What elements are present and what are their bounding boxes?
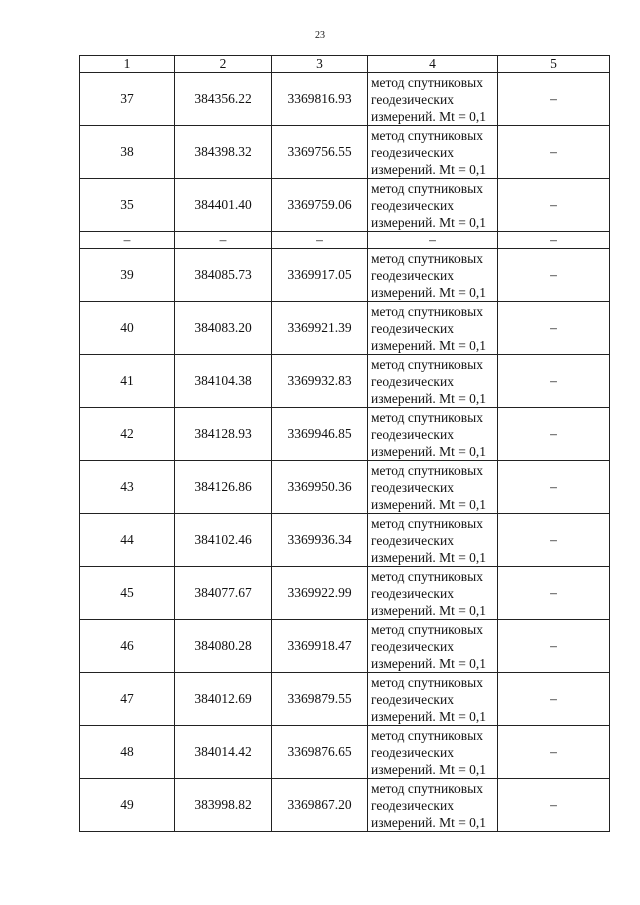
x-coordinate-cell: 384128.93 [175,408,272,461]
x-coordinate-cell: 384083.20 [175,302,272,355]
method-text-line: геодезических [371,691,454,707]
method-text-line: метод спутниковых [371,127,483,143]
x-coordinate-cell: 384077.67 [175,567,272,620]
method-cell [368,73,498,126]
y-coordinate-cell: 3369936.34 [272,514,368,567]
method-cell [368,126,498,179]
y-coordinate-cell: 3369876.65 [272,726,368,779]
method-text-line: геодезических [371,320,454,336]
column-5-cell: – [498,126,610,179]
point-number-cell: 48 [80,726,175,779]
table-row [80,126,610,179]
method-text-line: геодезических [371,373,454,389]
y-coordinate-cell: 3369932.83 [272,355,368,408]
method-cell [368,249,498,302]
y-coordinate-cell: 3369867.20 [272,779,368,832]
table-row [80,408,610,461]
column-5-cell: – [498,620,610,673]
y-coordinate-cell: 3369918.47 [272,620,368,673]
method-cell [368,620,498,673]
column-5-cell: – [498,514,610,567]
column-5-cell: – [498,302,610,355]
method-text-line: геодезических [371,267,454,283]
method-text-line: метод спутниковых [371,568,483,584]
column-5-cell: – [498,408,610,461]
method-text-line: метод спутниковых [371,727,483,743]
coordinates-table [79,55,610,832]
method-text-line: геодезических [371,744,454,760]
method-text-line: измерений. Mt = 0,1 [371,108,487,124]
x-coordinate-cell: 384401.40 [175,179,272,232]
method-text-line: измерений. Mt = 0,1 [371,443,487,459]
x-coordinate-cell: 384080.28 [175,620,272,673]
method-cell [368,408,498,461]
point-number-cell: 46 [80,620,175,673]
method-text-line: измерений. Mt = 0,1 [371,602,487,618]
method-cell [368,673,498,726]
point-number-cell: 37 [80,73,175,126]
method-cell [368,461,498,514]
point-number-cell: 40 [80,302,175,355]
method-text-line: измерений. Mt = 0,1 [371,214,487,230]
method-text-line: измерений. Mt = 0,1 [371,814,487,830]
x-coordinate-cell: 384398.32 [175,126,272,179]
separator-row [80,232,610,249]
point-number-cell: 41 [80,355,175,408]
method-text-line: геодезических [371,91,454,107]
point-number-cell: 42 [80,408,175,461]
x-coordinate-cell: 384014.42 [175,726,272,779]
point-number-cell: 45 [80,567,175,620]
table-row [80,779,610,832]
table-row [80,620,610,673]
x-coordinate-cell: 384104.38 [175,355,272,408]
method-text-line: метод спутниковых [371,780,483,796]
x-coordinate-cell: 383998.82 [175,779,272,832]
header-cell-5: 5 [498,56,610,73]
method-text-line: метод спутниковых [371,674,483,690]
method-text-line: метод спутниковых [371,409,483,425]
method-text-line: измерений. Mt = 0,1 [371,708,487,724]
method-text-line: геодезических [371,479,454,495]
y-coordinate-cell: 3369950.36 [272,461,368,514]
table-row [80,355,610,408]
method-text-line: метод спутниковых [371,356,483,372]
column-5-cell: – [498,726,610,779]
table-row [80,514,610,567]
method-text-line: измерений. Mt = 0,1 [371,390,487,406]
y-coordinate-cell: 3369921.39 [272,302,368,355]
method-text-line: геодезических [371,797,454,813]
x-coordinate-cell: 384012.69 [175,673,272,726]
method-text-line: метод спутниковых [371,303,483,319]
coordinates-table-body [80,56,610,832]
method-cell [368,567,498,620]
point-number-cell: 44 [80,514,175,567]
method-text-line: метод спутниковых [371,621,483,637]
table-row [80,673,610,726]
method-text-line: геодезических [371,426,454,442]
header-cell-4: 4 [368,56,498,73]
method-text-line: измерений. Mt = 0,1 [371,284,487,300]
method-text-line: измерений. Mt = 0,1 [371,549,487,565]
header-cell-3: 3 [272,56,368,73]
separator-dash-cell: – [498,232,610,249]
y-coordinate-cell: 3369756.55 [272,126,368,179]
page-number: 23 [315,30,325,41]
method-cell [368,355,498,408]
table-row [80,302,610,355]
separator-dash-cell: – [80,232,175,249]
table-row [80,461,610,514]
header-row [80,56,610,73]
method-text-line: метод спутниковых [371,180,483,196]
y-coordinate-cell: 3369922.99 [272,567,368,620]
table-row [80,179,610,232]
y-coordinate-cell: 3369946.85 [272,408,368,461]
point-number-cell: 43 [80,461,175,514]
y-coordinate-cell: 3369917.05 [272,249,368,302]
method-text-line: геодезических [371,638,454,654]
y-coordinate-cell: 3369816.93 [272,73,368,126]
column-5-cell: – [498,779,610,832]
y-coordinate-cell: 3369759.06 [272,179,368,232]
table-row [80,567,610,620]
y-coordinate-cell: 3369879.55 [272,673,368,726]
method-text-line: измерений. Mt = 0,1 [371,496,487,512]
table-row [80,249,610,302]
header-cell-2: 2 [175,56,272,73]
separator-dash-cell: – [175,232,272,249]
column-5-cell: – [498,461,610,514]
table-row [80,73,610,126]
method-text-line: измерений. Mt = 0,1 [371,655,487,671]
method-text-line: метод спутниковых [371,74,483,90]
method-text-line: измерений. Mt = 0,1 [371,337,487,353]
method-cell [368,779,498,832]
method-cell [368,179,498,232]
method-text-line: измерений. Mt = 0,1 [371,761,487,777]
method-cell [368,726,498,779]
method-text-line: метод спутниковых [371,250,483,266]
column-5-cell: – [498,179,610,232]
method-text-line: геодезических [371,585,454,601]
column-5-cell: – [498,673,610,726]
x-coordinate-cell: 384356.22 [175,73,272,126]
column-5-cell: – [498,249,610,302]
point-number-cell: 49 [80,779,175,832]
point-number-cell: 38 [80,126,175,179]
column-5-cell: – [498,567,610,620]
x-coordinate-cell: 384126.86 [175,461,272,514]
method-text-line: геодезических [371,144,454,160]
method-cell [368,302,498,355]
x-coordinate-cell: 384085.73 [175,249,272,302]
header-cell-1: 1 [80,56,175,73]
method-text-line: метод спутниковых [371,462,483,478]
method-text-line: метод спутниковых [371,515,483,531]
method-text-line: геодезических [371,197,454,213]
column-5-cell: – [498,73,610,126]
method-text-line: геодезических [371,532,454,548]
method-cell [368,514,498,567]
point-number-cell: 47 [80,673,175,726]
separator-dash-cell: – [272,232,368,249]
table-row [80,726,610,779]
point-number-cell: 39 [80,249,175,302]
column-5-cell: – [498,355,610,408]
separator-dash-cell: – [368,232,498,249]
x-coordinate-cell: 384102.46 [175,514,272,567]
point-number-cell: 35 [80,179,175,232]
method-text-line: измерений. Mt = 0,1 [371,161,487,177]
